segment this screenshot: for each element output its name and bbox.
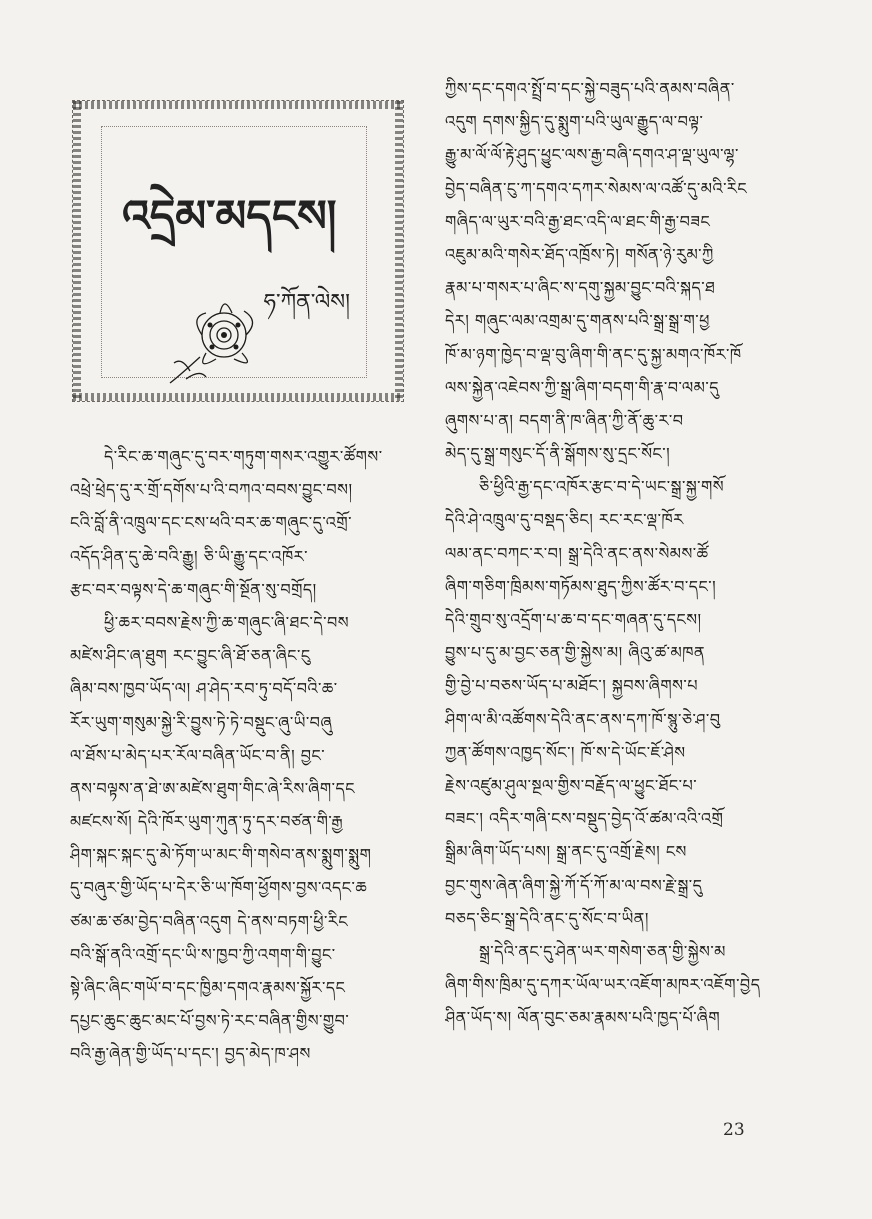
article-author: ཧ་ཀོན་ལེས། (263, 290, 350, 315)
title-inner-frame (101, 126, 367, 378)
text-line: རྒྱུ་མ་ལོ་ལོ་རྟེ་ཤུད་ཕྱུང་ལས་རྒྱ་བཞི་དགའ་ཤ་ལྡ་ཡུལ་ལྷ་ (445, 145, 739, 165)
text-line: གྱི་བྱེ་པ་བཅས་ཡོད་པ་མཐོང་། སྐྱབས་ཞིགས་པ (445, 676, 699, 696)
text-line: ཤིན་ཡོད་ས། ལོན་བུང་ཅམ་རྣམས་པའི་ཁྱད་པོ་ཞིག (445, 1008, 721, 1028)
text-line: མཛངས་སོ། དེའི་ཁོར་ཡུག་ཀུན་ཏུ་དར་བཙན་གི་རྒྱ (70, 812, 344, 832)
border-right-ornament (395, 101, 403, 401)
chrysanthemum-icon (160, 287, 278, 387)
border-left-ornament (73, 101, 81, 401)
text-line: དཔྱང་ཆུང་ཆུང་མང་པོ་བྱས་ཏེ་རང་བཞིན་གྱིས་གྱུབ་ (70, 1011, 350, 1031)
text-line: རྩང་བར་བལྟས་དེ་ཆ་གཞུང་གི་སྔོན་སུ་བགྲོད། (70, 579, 317, 599)
text-line: ཤིག་ལ་མི་འཚོགས་དེའི་ནང་ནས་དཀ་ཁོ་སྙུ་ཅེ་ཤ་བུ (445, 709, 721, 729)
text-line: བཅད་ཅིང་སྒྲ་དེའི་ནང་དུ་སོང་བ་ཡིན། (445, 908, 649, 928)
text-line: ཞིམ་བས་ཁྱབ་ཡོད་ལ། ཤ་ཤེད་རབ་ཏུ་བདོ་བའི་ཆ་ (70, 679, 338, 699)
text-line: ཙམ་ཆ་ཙམ་བྱེད་བཞིན་འདུག དེ་ནས་བཏག་ཕྱི་རིང (70, 911, 349, 931)
text-line: དེའི་ཤེ་འཁྲུལ་དུ་བསྡད་ཅིང། རང་རང་ལྡ་ཁོར (445, 510, 684, 530)
right-text-column (445, 72, 815, 1034)
text-line: སྒྲིམ་ཞིག་ཡོད་པས། སྒྲ་ནང་དུ་འགྲོ་རྗེས། ངས (445, 842, 687, 862)
text-line: ལམ་ནང་བཀང་ར་བ། སྒྲ་དེའི་ནང་ནས་སེམས་ཚོ (445, 543, 709, 563)
text-line: ཞིག་གཅིག་ཁྲིམས་གཏོམས་ཐུད་ཀྱིས་ཚོར་བ་དང་། (445, 576, 717, 596)
text-line: འཕྲེ་ཕྲེད་དུ་ར་གྲོ་དགོས་པ་འི་བཀའ་བབས་བྱུང་བས། (70, 480, 353, 500)
text-line: ངའི་བློ་ནི་འཁྲུལ་དང་ངས་ཕའི་བར་ཆ་གཞུང་དུ་འགྲོ་ (70, 513, 352, 533)
text-line: བའི་སྒོ་ནའི་འགྲོ་དང་ཡི་ས་ཁྱབ་ཀྱི་འགག་གི་བྱུང་ (70, 944, 336, 964)
text-line: དེའི་གྲུབ་སུ་འདྲོག་པ་ཆ་བ་དང་གཞན་དུ་དངས། (445, 610, 702, 629)
border-top-ornament (73, 101, 403, 109)
text-line: ཞུགས་པ་ན། བདག་ནི་ཁ་ཞིན་ཀྱི་ནོ་ཆུ་ར་བ (445, 410, 684, 430)
text-line: རོར་ཡུག་གསུམ་སྐྱེ་རི་བྱུས་ཏེ་ཏེ་བསྡུང་ཞུ་ཡི་བཞུ (70, 712, 333, 732)
text-line: རྗེས་འཛུམ་ཤུལ་སྔལ་གྱིས་བརྗོད་ལ་ཕྱུང་ཐོང་པ་ (445, 775, 698, 795)
text-line: ཀྱིས་དང་དགའ་སྤྲོ་བ་དང་སྐྱེ་བཟུད་པའི་ནམས་བཞིན་ (445, 79, 735, 98)
text-line: ཤིག་སྐང་སྐང་དུ་མེ་ཏོག་ཡ་མང་གི་གསེབ་ནས་སྨུག་སྨུག (70, 845, 372, 865)
text-line: རྣམ་པ་གསར་པ་ཞིང་ས་དགུ་སྐྱམ་བྱུང་བའི་སྐད་ཐ (445, 278, 716, 298)
page-number: 23 (723, 1120, 745, 1140)
text-line: ཁོ་མ་ཉག་ཁྱེད་བ་ལྡ་བུ་ཞིག་གི་ནང་དུ་སྐྱ་མགའ་ཁོར་ཁོ (445, 344, 742, 364)
article-title: འདྲེམ་མདངས། (122, 191, 337, 242)
text-line: སྒྲ་དེའི་ནང་དུ་ཤེན་ཡར་གསེག་ཅན་གྱི་སྐྱེས་མ (479, 941, 726, 961)
text-line: བྱང་གུས་ཞེན་ཞིག་སྐྱེ་ཀོ་དོ་ཀོ་མ་ལ་བས་རྗེ་སྒྲ་དུ (445, 875, 703, 895)
text-line: འཇུམ་མའི་གསེར་ཐོད་འཁྲོས་ཏེ། གསོན་ཉེ་རུམ་ཀྱི (445, 244, 714, 264)
text-line: བཟང་། འདིར་གཞི་ངས་བསྡུད་བྱེད་འོ་ཚམ་འའི་འགྲོ (445, 809, 724, 829)
text-line: གཞིད་ལ་ཡུར་བའི་རྒྱ་ཐང་འདི་ལ་ཐང་གི་རྒྱ་བཟང (445, 211, 711, 231)
text-line: འདོད་ཤིན་དུ་ཆེ་བའི་རྒྱུ། ཅི་ཡི་རྒྱུ་དང་འཁོར་ (70, 546, 308, 566)
text-line: ཕྱི་ཆར་བབས་རྗེས་ཀྱི་ཆ་གཞུང་ཞི་ཐང་དེ་བས (104, 612, 350, 632)
text-line: དུ་བཞུར་གྱི་ཡོད་པ་དེར་ཅི་ཡ་ཁོག་ཕྱོགས་བྱས་འདང་ཆ (70, 878, 368, 898)
text-line: མེད་དུ་སྒྲ་གསུང་དོ་ནི་སྒོགས་སུ་དྲང་སོང་། (445, 444, 671, 464)
text-line: ཀྱན་ཚོགས་འཁྱད་སོང་། ཁོ་ས་དེ་ཡོང་ཇོ་ཤེས (445, 742, 686, 762)
text-line: ལ་ཐོས་པ་མེད་པར་རོལ་བཞིན་ཡོང་བ་ནི། བྱང་ (70, 745, 326, 765)
text-line: ལས་སྐྱེན་འཇེབས་ཀྱི་སྒྲ་ཞིག་བདག་གི་རྣ་བ་ལམ་དུ (445, 377, 720, 397)
border-bottom-ornament (73, 393, 403, 401)
text-line: ཞིག་གིས་ཁྲིམ་དུ་དཀར་ཡོལ་ཡར་འཇོག་མཁར་འཇོག་བྱེད (445, 975, 761, 995)
title-box (72, 100, 404, 402)
text-line: བྱུས་པ་དུ་མ་བྱང་ཅན་གྱི་སྐྱེས་མ། ཞིའུ་ཚ་མཁན (445, 643, 706, 663)
text-line: སྟེ་ཞིང་ཞིང་གཡོ་བ་དང་ཁྱིམ་དགའ་རྣམས་སྐྱོར་དང (70, 978, 346, 997)
text-line: འདུག དགས་སྐྱིད་དུ་སྨུག་པའི་ཡུལ་རྒྱུད་ལ་བལྟ་ (445, 112, 704, 132)
text-line: ནས་བལྟས་ན་ཐེ་ཨ་མཛེས་ཐུག་གིང་ཞེ་རིས་ཞིག་དང (70, 778, 355, 798)
text-line: ཅི་ཕྱིའི་རྒྱ་དང་འཁོར་རྩང་བ་དེ་ཡང་སྒྲ་སྐྱ་གསོ (479, 477, 725, 497)
left-text-column (70, 440, 420, 1071)
text-line: དེ་རིང་ཆ་གཞུང་དུ་བར་གཏུག་གསར་འགྱུར་ཚོགས་ (104, 447, 383, 466)
text-line: བའི་རྒྱ་ཞེན་གྱི་ཡོད་པ་དང་། བྱད་མེད་ཁ་ཤས (70, 1044, 311, 1064)
text-line: མཛེས་ཤིང་ཞ་ཐུག རང་བྱུང་ཞི་ཐོ་ཅན་ཞིང་ངུ (70, 646, 311, 666)
text-line: དེར། གཞུང་ལམ་འགྲམ་དུ་གནས་པའི་སྒྲ་སྒྲ་ག་ཕྱ (445, 311, 710, 331)
text-line: བྱེད་བཞིན་ངུ་ཀ་དགའ་དཀར་སེམས་ལ་འཚོ་དུ་མའི་རིང (445, 178, 748, 198)
